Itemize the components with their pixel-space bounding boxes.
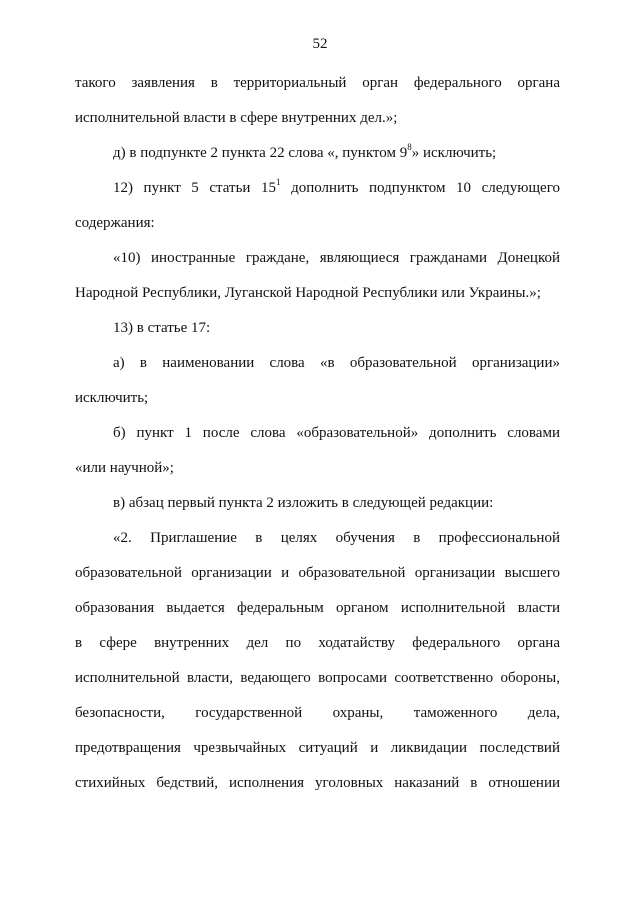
text-line: [113, 179, 560, 197]
text-fragment: д) в подпункте 2 пункта 22 слова «, пунктом 9: [113, 145, 408, 161]
text-line: предотвращения чрезвычайных ситуаций и ликвидации последствий: [75, 740, 560, 756]
text-line: б) пункт 1 после слова «образовательной» дополнить словами: [113, 425, 560, 441]
text-line: такого заявления в территориальный орган федерального органа: [75, 75, 560, 91]
text-line: безопасности, государственной охраны, таможенного дела,: [75, 705, 560, 721]
page-number: 52: [312, 36, 328, 52]
text-line: а) в наименовании слова «в образовательной организации»: [113, 355, 560, 371]
superscript: 8: [407, 142, 412, 152]
text-line: [113, 144, 560, 162]
text-line: исключить;: [75, 390, 149, 406]
text-line: исполнительной власти в сфере внутренних дел.»;: [75, 110, 398, 126]
text-line: в сфере внутренних дел по ходатайству федерального органа: [75, 635, 560, 651]
text-line: образования выдается федеральным органом исполнительной власти: [75, 600, 560, 616]
text-fragment: дополнить подпунктом 10 следующего: [280, 180, 560, 196]
text-fragment: » исключить;: [411, 145, 497, 161]
text-line: Народной Республики, Луганской Народной Республики или Украины.»;: [75, 285, 541, 301]
text-line: исполнительной власти, ведающего вопросами соответственно обороны,: [75, 670, 560, 686]
text-line: образовательной организации и образовательной организации высшего: [75, 565, 560, 581]
superscript: 1: [276, 177, 281, 187]
text-line: «2. Приглашение в целях обучения в профессиональной: [113, 530, 560, 546]
text-line: стихийных бедствий, исполнения уголовных наказаний в отношении: [75, 775, 560, 791]
text-line: «или научной»;: [75, 460, 174, 476]
text-line: содержания:: [75, 215, 155, 231]
text-fragment: 12) пункт 5 статьи 15: [113, 180, 277, 196]
text-line: 13) в статье 17:: [113, 320, 211, 336]
text-line: «10) иностранные граждане, являющиеся гражданами Донецкой: [113, 250, 560, 266]
text-line: в) абзац первый пункта 2 изложить в следующей редакции:: [113, 495, 494, 511]
